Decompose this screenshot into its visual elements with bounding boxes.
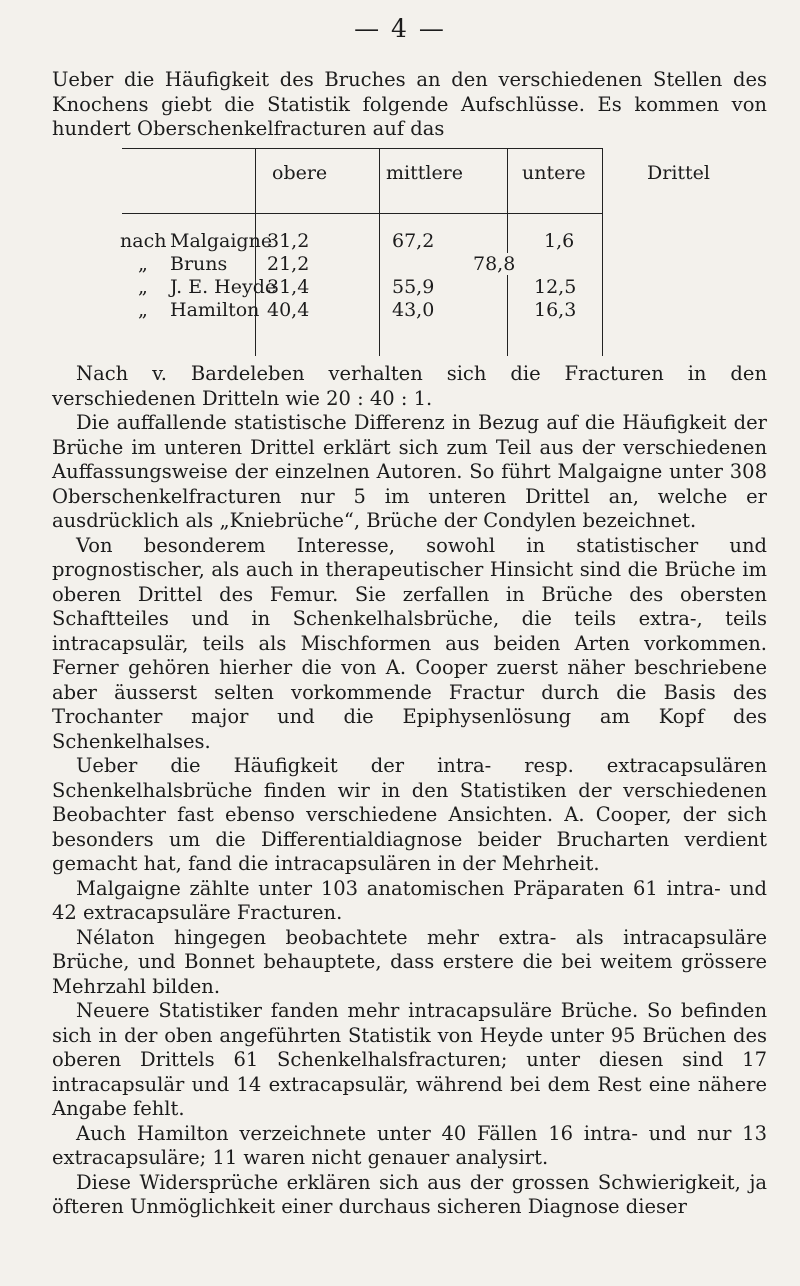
body-text [52,362,767,1220]
row1-author: Malgaigne [170,230,273,252]
row3-prefix: „ [138,276,148,298]
intro-paragraph [52,68,767,142]
paragraph-differenz: Die auffallende statistische Differenz in Bezug auf die Häufigkeit der Brüche im unteren Drittel erklärt sich zum Teil aus der verschiedenen Auffassungsweise der einzelnen Autoren. So führt Malgaigne unter 308 Oberschenkelfracturen nur 5 im unteren Drittel an, welche er ausdrücklich als „Kniebrüche“, Brüche der Condylen bezeichnet. [52,411,767,532]
header-drittel: Drittel [647,162,710,184]
table-col-rule-3 [507,148,508,356]
row3-obere: 31,4 [267,276,310,298]
row2-mittlere-untere: 78,8 [473,253,516,275]
paragraph-malgaigne: Malgaigne zählte unter 103 anatomischen Präparaten 61 intra- und 42 extracapsuläre Fracturen. [52,876,767,924]
page-number: — 4 — [354,14,446,43]
table-col-rule-1 [255,148,256,356]
header-obere: obere [272,162,328,184]
table-top-rule [122,148,602,149]
row4-untere: 16,3 [534,299,577,321]
paragraph-nelaton: Nélaton hingegen beobachtete mehr extra- als intracapsuläre Brüche, und Bonnet behauptete, dass erstere die bei weitem grössere Mehrzahl bilden. [52,925,767,998]
paragraph-bardeleben: Nach v. Bardeleben verhalten sich die Fracturen in den verschiedenen Dritteln wie 20 : 40 : 1. [52,362,767,410]
row3-mittlere: 55,9 [392,276,435,298]
row4-author: Hamilton [170,299,260,321]
row1-untere: 1,6 [544,230,575,252]
row3-author: J. E. Heyde [170,276,277,298]
table-header-rule [122,213,602,214]
row1-obere: 31,2 [267,230,310,252]
row1-prefix: nach [120,230,167,252]
header-untere: untere [522,162,586,184]
row3-untere: 12,5 [534,276,577,298]
fracture-statistics-table [52,148,767,358]
row2-author: Bruns [170,253,228,275]
row1-mittlere: 67,2 [392,230,435,252]
paragraph-hamilton: Auch Hamilton verzeichnete unter 40 Fällen 16 intra- und nur 13 extracapsuläre; 11 waren nicht genauer analysirt. [52,1121,767,1169]
row4-prefix: „ [138,299,148,321]
table-col-rule-4 [602,148,603,356]
row4-obere: 40,4 [267,299,310,321]
paragraph-neuere: Neuere Statistiker fanden mehr intracapsuläre Brüche. So befinden sich in der oben angeführten Statistik von Heyde unter 95 Brüchen des oberen Drittels 61 Schenkelhalsfracturen; unter diesen sind 17 intracapsulär und 14 extracapsulär, während bei dem Rest eine nähere Angabe fehlt. [52,999,767,1120]
table-col-rule-2 [379,148,380,356]
paragraph-interesse: Von besonderem Interesse, sowohl in statistischer und prognostischer, als auch in therapeutischer Hinsicht sind die Brüche im oberen Drittel des Femur. Sie zerfallen in Brüche des obersten Schaftteiles und in Schenkelhalsbrüche, die teils extra-, teils intracapsulär, teils als Mischformen aus beiden Arten vorkommen. Ferner gehören hierher die von A. Cooper zuerst näher beschriebene aber äusserst selten vorkommende Fractur durch die Basis des Trochanter major und die Epiphysenlösung am Kopf des Schenkelhalses. [52,533,767,753]
row2-prefix: „ [138,253,148,275]
paragraph-haeufigkeit: Ueber die Häufigkeit der intra- resp. extracapsulären Schenkelhalsbrüche finden wir in den Statistiken der verschiedenen Beobachter fast ebenso verschiedene Ansichten. A. Cooper, der sich besonders um die Differentialdiagnose beider Brucharten verdient gemacht hat, fand die intracapsulären in der Mehrheit. [52,754,767,875]
row2-obere: 21,2 [267,253,310,275]
header-mittlere: mittlere [386,162,464,184]
paragraph-widersprueche: Diese Widersprüche erklären sich aus der grossen Schwierigkeit, ja öfteren Unmöglichkeit einer durchaus sicheren Diagnose dieser [52,1170,767,1218]
row4-mittlere: 43,0 [392,299,435,321]
intro-text: Ueber die Häufigkeit des Bruches an den verschiedenen Stellen des Knochens giebt die Statistik folgende Aufschlüsse. Es kommen von hundert Oberschenkelfracturen auf das [52,68,767,140]
